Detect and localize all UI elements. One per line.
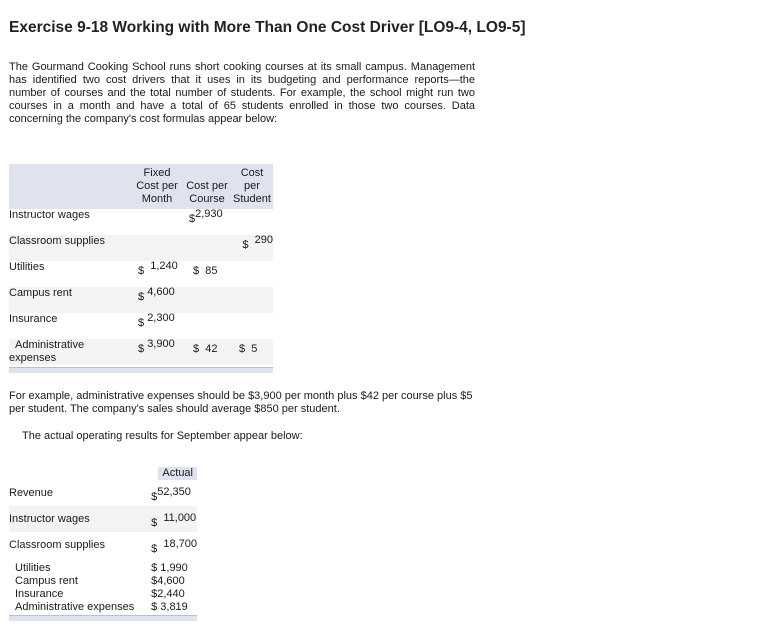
row-label: Insurance [15, 588, 64, 600]
table-row [9, 313, 273, 339]
row-label: Utilities [9, 261, 45, 273]
actual-value-cell: $4,600 [151, 575, 185, 587]
row-label: Utilities [15, 562, 51, 574]
header-fixed-line1: Fixed [143, 167, 171, 179]
table-row [9, 480, 197, 506]
row-label: Campus rent [15, 575, 78, 587]
row-label: Insurance [9, 313, 58, 325]
fixed-cost-cell: $ 2,300 [138, 312, 175, 329]
table-row [9, 575, 197, 588]
header-fixed-line3: Month [141, 193, 173, 205]
header-actual: Actual [148, 467, 197, 480]
course-cost-cell: $2,930 [189, 208, 223, 225]
header-student-line1: Cost [240, 167, 264, 179]
table-row [9, 558, 197, 575]
table-row [9, 235, 273, 261]
header-fixed-line2: Cost per [136, 180, 178, 192]
student-cost-cell: $ 290 [242, 234, 273, 251]
cost-formula-table [9, 164, 273, 365]
header-student-cost [231, 164, 273, 209]
exercise-title: Exercise 9-18 Working with More Than One Cost Driver [LO9-4, LO9-5] [9, 19, 526, 36]
actual-value-cell: $ 3,819 [151, 601, 188, 613]
header-student-line2: per [244, 180, 260, 192]
header-student-line3: Student [233, 193, 271, 205]
row-label: Administrative expenses [15, 601, 135, 613]
row-label: Revenue [9, 487, 54, 499]
actual-value-cell: $2,440 [151, 588, 185, 600]
row-label: Campus rent [9, 287, 72, 299]
row-label: Classroom supplies [9, 539, 105, 551]
header-course-cost [183, 164, 231, 209]
table-row [9, 209, 273, 235]
actual-value-cell: $ 11,000 [151, 512, 197, 529]
course-cost-cell: $ 42 [193, 343, 218, 355]
table-row [9, 601, 197, 614]
table-scrollbar[interactable] [9, 367, 273, 373]
header-fixed-cost [131, 164, 183, 209]
cost-table-header [9, 164, 273, 209]
row-label: Instructor wages [9, 209, 90, 221]
actual-value-cell: $ 1,990 [151, 562, 188, 574]
table-row [9, 287, 273, 313]
table-row [9, 532, 197, 558]
row-label: Classroom supplies [9, 235, 105, 247]
row-label-line2: expenses [9, 352, 57, 364]
actual-table-header [9, 467, 197, 480]
actual-results-table [9, 467, 197, 614]
header-blank [9, 164, 131, 209]
actual-intro: The actual operating results for September appear below: [22, 430, 303, 442]
fixed-cost-cell: $ 4,600 [138, 286, 175, 303]
table-row [9, 261, 273, 287]
fixed-cost-cell: $ 3,900 [138, 338, 175, 355]
actual-value-cell: $ 18,700 [151, 538, 197, 555]
student-cost-cell: $ 5 [239, 343, 258, 355]
row-label: Instructor wages [9, 513, 90, 525]
header-course-line2: Cost per [186, 180, 228, 192]
actual-table-scrollbar[interactable] [9, 615, 197, 621]
table-row [9, 506, 197, 532]
row-label-line1: Administrative [15, 339, 85, 351]
course-cost-cell: $ 85 [193, 265, 218, 277]
intro-paragraph: The Gourmand Cooking School runs short cooking courses at its small campus. Management has identified two cost drivers that it uses in its budgeting and performance reports—the number of courses and the total number of students. For example, the school might run two courses in a month and have a total of 65 students enrolled in those two courses. Data concerning the company's cost formulas appear below: [9, 61, 475, 125]
actual-value-cell: $52,350 [151, 486, 191, 503]
row-label [9, 339, 131, 365]
example-paragraph: For example, administrative expenses should be $3,900 per month plus $42 per course plus $5 per student. The company's sales should average $850 per student. [9, 390, 473, 415]
table-row [9, 339, 273, 365]
header-course-line3: Course [189, 193, 225, 205]
fixed-cost-cell: $ 1,240 [138, 260, 178, 277]
table-row [9, 588, 197, 601]
